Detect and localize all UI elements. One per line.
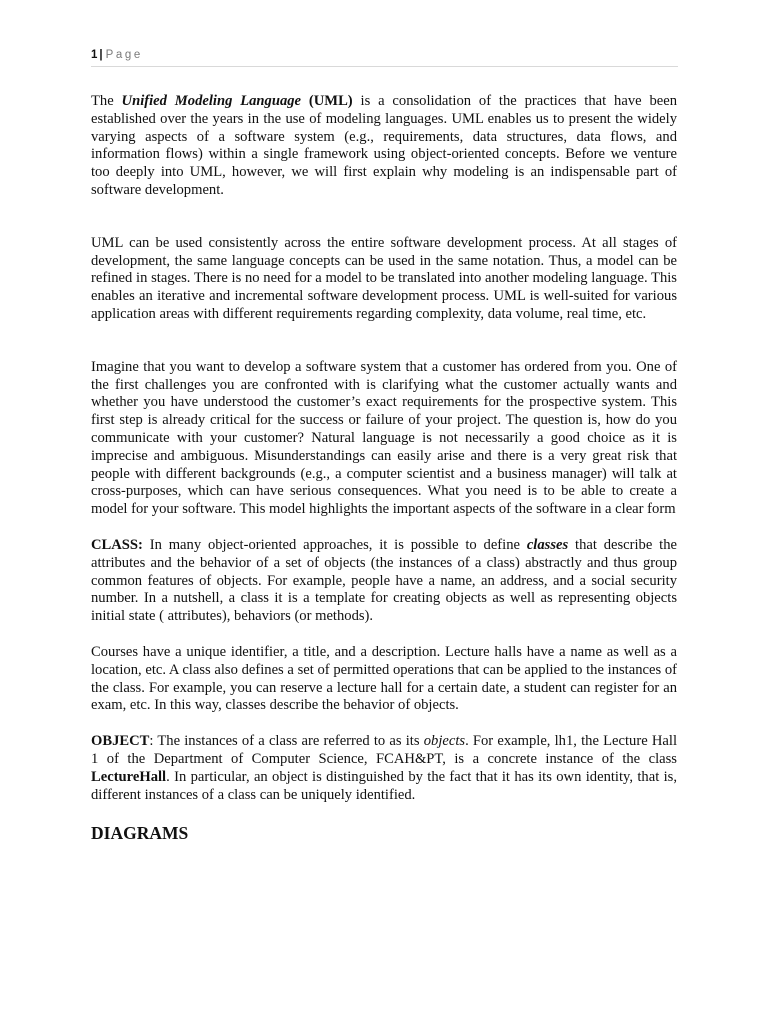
uml-intro-prefix: The [91,93,122,109]
paragraph-spacer [91,519,677,537]
page-header [91,46,678,67]
class-text: that describe the attributes and the behavior of a set of objects (the instances of a class) abstractly and thus group common features of objects. For example, people have a name, an address, and a social security number. In a nutshell, a class it is a template for creating objects as well as representing objects initial state ( attributes), behaviors (or methods). [91,536,677,625]
paragraph-spacer [91,715,677,733]
paragraph-object-definition [91,733,677,804]
classes-term: classes [526,536,569,553]
paragraph-spacer [91,324,677,359]
object-text-prefix: : The instances of a class are referred to as its [149,733,424,750]
paragraph-uml-intro [91,93,677,200]
page-separator: | [99,49,103,61]
object-text: . In particular, an object is distinguished by the fact that it has its own identity, that is, different instances of a class can be uniquely identified. [91,768,677,803]
class-label: CLASS: [91,536,143,553]
class-text-prefix: In many object-oriented approaches, it is possible to define [142,536,527,553]
paragraph-uml-process: UML can be used consistently across the entire software development process. At all stages of development, the same language concepts can be used in the same notation. Thus, a model can be refined in stages. There is no need for a model to be translated into another modeling language. This enables an iterative and incremental software development process. UML is well-suited for various application areas with different requirements regarding complexity, data volume, real time, etc. [91,234,677,322]
object-text-middle: . For example, lh1, the Lecture Hall 1 of the Department of Computer Science, FCAH&PT, is a concrete instance of the class [91,733,678,767]
paragraph-class-examples: Courses have a unique identifier, a title, and a description. Lecture halls have a name as well as a location, etc. A class also defines a set of permitted operations that can be applied to the instances of the class. For example, you can reserve a lecture hall for a certain date, a student can register for an exam, etc. In this way, classes describe the behavior of objects. [91,643,677,714]
uml-abbreviation: (UML) [308,93,353,109]
diagrams-heading: DIAGRAMS [91,823,189,844]
page-number: 1 [91,49,98,61]
paragraph-spacer [91,626,677,644]
object-label: OBJECT [91,733,150,750]
paragraph-modeling-need: Imagine that you want to develop a software system that a customer has ordered from you. One of the first challenges you are confronted with is clarifying what the customer actually wants and whether you have understood the customer’s exact requirements for the prospective system. This first step is already critical for the success or failure of your project. The question is, how do you communicate with your customer? Natural language is not necessarily a good choice as it is imprecise and ambiguous. Misunderstandings can easily arise and there is a very great risk that people with different backgrounds (e.g., a computer scientist and a business manager) will talk at cross-purposes, which can have serious consequences. What you need is to be able to create a model for your software. This model highlights the important aspects of the software in a clear form [91,358,677,518]
lecturehall-class-name: LectureHall [91,768,167,785]
paragraph-spacer [91,200,677,235]
page-word: Page [105,49,143,61]
paragraph-class-definition [91,537,677,626]
paragraph-spacer [91,804,677,822]
uml-term: Unified Modeling Language [121,93,302,109]
objects-term: objects [423,733,466,750]
document-body [91,93,677,844]
uml-intro-text: is a consolidation of the practices that have been established over the years in the use of modeling languages. UML enables us to present the widely varying aspects of a software system (e.g., requirements, data structures, data flows, and information flows) within a single framework using object-oriented concepts. Before we venture too deeply into UML, however, we will first explain why modeling is an indispensable part of software development. [91,93,677,198]
